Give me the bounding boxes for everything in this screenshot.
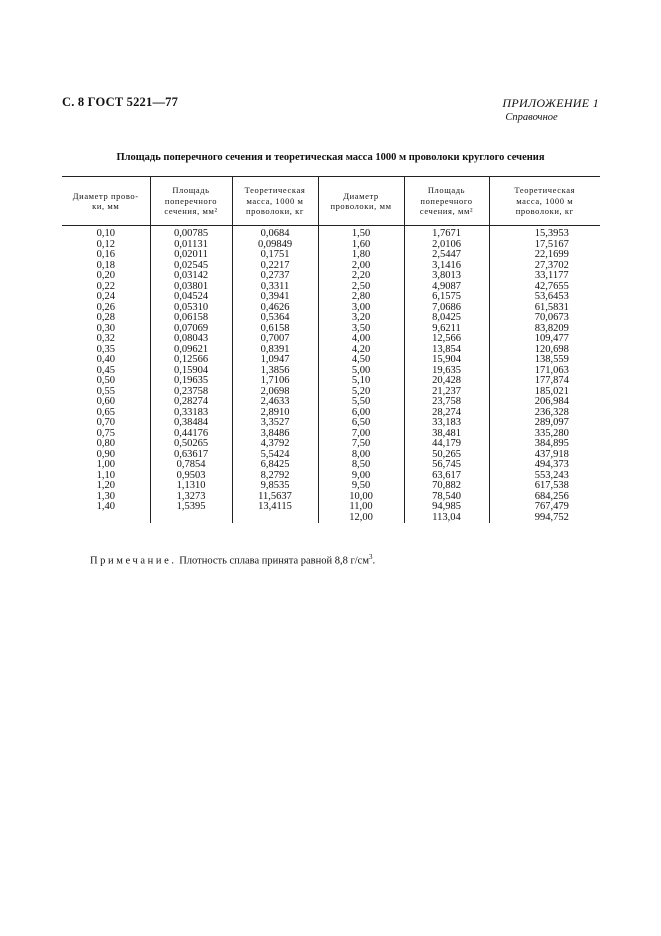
cell-diameter: 1,60 xyxy=(318,240,404,251)
cell-area: 0,7854 xyxy=(150,460,232,471)
table-row xyxy=(62,345,600,356)
cell-area: 0,02545 xyxy=(150,261,232,272)
cell-mass: 9,8535 xyxy=(232,481,318,492)
cell-diameter: 11,00 xyxy=(318,502,404,513)
cell-diameter: 0,24 xyxy=(96,291,115,302)
cell-mass: 83,8209 xyxy=(489,324,600,335)
header-line: масса, 1000 м xyxy=(246,195,304,206)
cell-mass: 120,698 xyxy=(489,345,600,356)
cell-area: 0,50265 xyxy=(150,439,232,450)
cell-diameter: 0,32 xyxy=(96,333,115,344)
cell-diameter: 6,50 xyxy=(318,418,404,429)
table-row xyxy=(62,502,600,513)
cell-diameter: 3,00 xyxy=(318,303,404,314)
cell-area: 0,12566 xyxy=(150,355,232,366)
cell-diameter: 0,28 xyxy=(96,312,115,323)
cell-diameter: 1,20 xyxy=(96,480,115,491)
cell-area: 23,758 xyxy=(404,397,489,408)
cell-area: 0,09621 xyxy=(150,345,232,356)
cell-area: 0,01131 xyxy=(150,240,232,251)
header-line: Теоретическая xyxy=(244,185,306,196)
table-row xyxy=(62,271,600,282)
cell-diameter: 8,50 xyxy=(318,460,404,471)
cell-mass: 617,538 xyxy=(489,481,600,492)
cell-area: 0,33183 xyxy=(150,408,232,419)
cell-area: 9,6211 xyxy=(404,324,489,335)
cell-mass: 0,2737 xyxy=(232,271,318,282)
cell-diameter: 9,00 xyxy=(318,471,404,482)
table-body xyxy=(62,226,600,524)
table-row xyxy=(62,303,600,314)
cell-area: 0,63617 xyxy=(150,450,232,461)
cell-area: 1,1310 xyxy=(150,481,232,492)
cell-mass: 0,5364 xyxy=(232,313,318,324)
table-row xyxy=(62,397,600,408)
cell-diameter: 6,00 xyxy=(318,408,404,419)
table-row xyxy=(62,376,600,387)
cell-mass: 22,1699 xyxy=(489,250,600,261)
table-row xyxy=(62,418,600,429)
cell-mass: 994,752 xyxy=(489,513,600,524)
table-row xyxy=(62,313,600,324)
header-area-2 xyxy=(404,177,489,226)
cell-area: 0,07069 xyxy=(150,324,232,335)
cell-diameter: 0,50 xyxy=(96,375,115,386)
cell-area: 0,03142 xyxy=(150,271,232,282)
header-line: поперечного xyxy=(420,195,473,206)
cell-mass: 1,7106 xyxy=(232,376,318,387)
cell-diameter: 8,00 xyxy=(318,450,404,461)
table-row xyxy=(62,439,600,450)
table-row xyxy=(62,226,600,240)
cell-mass: 0,7007 xyxy=(232,334,318,345)
cell-mass: 2,0698 xyxy=(232,387,318,398)
cell-area: 0,9503 xyxy=(150,471,232,482)
cell-diameter: 0,75 xyxy=(96,427,115,439)
cell-mass: 0,1751 xyxy=(232,250,318,261)
cell-area: 15,904 xyxy=(404,355,489,366)
table-row xyxy=(62,481,600,492)
cell-diameter: 2,80 xyxy=(318,292,404,303)
cell-diameter: 1,40 xyxy=(96,501,115,512)
cell-area: 56,745 xyxy=(404,460,489,471)
table-row xyxy=(62,282,600,293)
cell-mass: 0,2217 xyxy=(232,261,318,272)
cell-diameter: 10,00 xyxy=(318,492,404,503)
cell-diameter xyxy=(62,513,150,524)
cell-mass: 171,063 xyxy=(489,366,600,377)
cell-diameter: 3,20 xyxy=(318,313,404,324)
cell-mass: 2,8910 xyxy=(232,408,318,419)
cell-area: 3,1416 xyxy=(404,261,489,272)
cell-mass: 3,8486 xyxy=(232,429,318,440)
header-line: Диаметр xyxy=(343,190,379,201)
table-row xyxy=(62,250,600,261)
cell-mass: 109,477 xyxy=(489,334,600,345)
cell-diameter: 0,65 xyxy=(96,406,115,418)
cell-area: 50,265 xyxy=(404,450,489,461)
table-row xyxy=(62,334,600,345)
cell-diameter: 4,20 xyxy=(318,345,404,356)
cell-mass: 8,2792 xyxy=(232,471,318,482)
header-line: сечения, мм² xyxy=(419,206,474,217)
cell-diameter: 0,16 xyxy=(96,249,115,260)
cell-diameter: 1,50 xyxy=(318,226,404,240)
table-row xyxy=(62,240,600,251)
cell-mass: 177,874 xyxy=(489,376,600,387)
cell-area: 0,03801 xyxy=(150,282,232,293)
cell-area: 4,9087 xyxy=(404,282,489,293)
cell-area: 0,19635 xyxy=(150,376,232,387)
cell-diameter: 0,45 xyxy=(96,364,115,376)
cell-mass: 0,3311 xyxy=(232,282,318,293)
cell-diameter: 0,30 xyxy=(96,322,115,334)
cell-mass: 61,5831 xyxy=(489,303,600,314)
cell-area: 0,15904 xyxy=(150,366,232,377)
cell-diameter: 4,00 xyxy=(318,334,404,345)
cell-area: 12,566 xyxy=(404,334,489,345)
header-line: Площадь xyxy=(427,185,466,196)
table-row xyxy=(62,429,600,440)
cell-diameter: 0,55 xyxy=(96,385,115,397)
cell-diameter: 5,20 xyxy=(318,387,404,398)
note xyxy=(90,553,375,567)
header-line: поперечного xyxy=(164,195,218,206)
cell-mass: 0,3941 xyxy=(232,292,318,303)
cell-area: 44,179 xyxy=(404,439,489,450)
cell-diameter: 0,90 xyxy=(96,448,115,460)
cell-mass: 1,3856 xyxy=(232,366,318,377)
cell-mass: 0,09849 xyxy=(232,240,318,251)
table-row xyxy=(62,324,600,335)
header-line: Диаметр прово- xyxy=(72,190,139,201)
appendix-label xyxy=(502,96,599,123)
cell-area: 63,617 xyxy=(404,471,489,482)
cell-area: 2,0106 xyxy=(404,240,489,251)
cell-area: 0,00785 xyxy=(150,226,232,240)
appendix-subtitle: Справочное xyxy=(505,112,558,123)
table-row xyxy=(62,387,600,398)
cell-diameter: 7,50 xyxy=(318,439,404,450)
table-row xyxy=(62,355,600,366)
cell-area: 94,985 xyxy=(404,502,489,513)
table-row xyxy=(62,261,600,272)
cell-mass: 5,5424 xyxy=(232,450,318,461)
cell-mass: 767,479 xyxy=(489,502,600,513)
cell-diameter: 0,35 xyxy=(96,343,115,355)
cell-diameter: 12,00 xyxy=(318,513,404,524)
header-line: сечения, мм² xyxy=(164,206,218,217)
cell-diameter: 0,22 xyxy=(96,280,115,292)
cell-mass: 684,256 xyxy=(489,492,600,503)
header-line: масса, 1000 м xyxy=(516,195,574,206)
cell-mass: 335,280 xyxy=(489,429,600,440)
cell-diameter: 0,40 xyxy=(96,354,115,365)
cell-area: 13,854 xyxy=(404,345,489,356)
cell-area: 0,04524 xyxy=(150,292,232,303)
cell-mass: 553,243 xyxy=(489,471,600,482)
cell-mass: 0,6158 xyxy=(232,324,318,335)
cell-mass: 0,0684 xyxy=(232,226,318,240)
cell-area: 7,0686 xyxy=(404,303,489,314)
cell-diameter: 1,30 xyxy=(96,490,115,502)
header-diameter-2 xyxy=(318,177,404,226)
table-header-row xyxy=(62,177,600,226)
cell-mass: 0,4626 xyxy=(232,303,318,314)
cell-diameter: 2,00 xyxy=(318,261,404,272)
cell-area: 70,882 xyxy=(404,481,489,492)
cell-mass: 27,3702 xyxy=(489,261,600,272)
header-mass xyxy=(232,177,318,226)
cell-area: 20,428 xyxy=(404,376,489,387)
cell-area: 6,1575 xyxy=(404,292,489,303)
cell-mass: 13,4115 xyxy=(232,502,318,513)
cell-area: 19,635 xyxy=(404,366,489,377)
cell-diameter: 2,20 xyxy=(318,271,404,282)
note-text: Плотность сплава принята равной 8,8 г/см xyxy=(179,555,369,567)
cell-mass: 0,8391 xyxy=(232,345,318,356)
cell-diameter: 0,70 xyxy=(96,417,115,428)
cell-area: 1,5395 xyxy=(150,502,232,513)
cell-area: 21,237 xyxy=(404,387,489,398)
cell-area: 1,7671 xyxy=(404,226,489,240)
cell-mass xyxy=(232,513,318,524)
cell-diameter: 3,50 xyxy=(318,324,404,335)
table-title: Площадь поперечного сечения и теоретическая масса 1000 м проволоки круглого сечения xyxy=(116,152,545,163)
header-line: Теоретическая xyxy=(514,185,576,196)
cell-area: 3,8013 xyxy=(404,271,489,282)
header-line: ки, мм xyxy=(92,201,120,211)
cell-mass: 6,8425 xyxy=(232,460,318,471)
header-line: проволоки, кг xyxy=(246,206,304,217)
cell-area: 1,3273 xyxy=(150,492,232,503)
cell-diameter: 0,26 xyxy=(96,301,115,313)
cell-diameter: 1,80 xyxy=(318,250,404,261)
cell-diameter: 5,00 xyxy=(318,366,404,377)
cell-mass: 206,984 xyxy=(489,397,600,408)
cell-diameter: 4,50 xyxy=(318,355,404,366)
table-row xyxy=(62,366,600,377)
cell-area: 28,274 xyxy=(404,408,489,419)
cell-mass: 185,021 xyxy=(489,387,600,398)
note-superscript: 3 xyxy=(369,553,373,561)
cell-area: 33,183 xyxy=(404,418,489,429)
wire-data-table xyxy=(62,176,600,523)
header-line: проволоки, кг xyxy=(515,206,574,217)
cell-area: 0,44176 xyxy=(150,429,232,440)
cell-area: 0,02011 xyxy=(150,250,232,261)
cell-area: 0,06158 xyxy=(150,313,232,324)
header-line: проволоки, мм xyxy=(330,201,392,211)
cell-mass: 42,7655 xyxy=(489,282,600,293)
cell-area: 0,05310 xyxy=(150,303,232,314)
table-row xyxy=(62,513,600,524)
cell-diameter: 0,10 xyxy=(96,228,115,239)
cell-area: 0,08043 xyxy=(150,334,232,345)
cell-mass: 138,559 xyxy=(489,355,600,366)
cell-diameter: 2,50 xyxy=(318,282,404,293)
table-row xyxy=(62,492,600,503)
cell-mass: 70,0673 xyxy=(489,313,600,324)
cell-mass: 11,5637 xyxy=(232,492,318,503)
cell-mass: 236,328 xyxy=(489,408,600,419)
cell-area: 78,540 xyxy=(404,492,489,503)
cell-mass: 17,5167 xyxy=(489,240,600,251)
cell-mass: 4,3792 xyxy=(232,439,318,450)
cell-area: 8,0425 xyxy=(404,313,489,324)
cell-diameter: 5,10 xyxy=(318,376,404,387)
cell-diameter: 0,18 xyxy=(96,259,115,271)
table-row xyxy=(62,460,600,471)
table-row xyxy=(62,292,600,303)
cell-mass: 494,373 xyxy=(489,460,600,471)
cell-mass: 384,895 xyxy=(489,439,600,450)
note-end: . xyxy=(372,555,376,567)
cell-diameter: 0,80 xyxy=(96,438,115,449)
note-label: Примечание. xyxy=(90,555,177,567)
table-row xyxy=(62,408,600,419)
cell-mass: 3,3527 xyxy=(232,418,318,429)
cell-mass: 1,0947 xyxy=(232,355,318,366)
cell-area: 2,5447 xyxy=(404,250,489,261)
cell-diameter: 0,20 xyxy=(96,270,115,281)
cell-mass: 15,3953 xyxy=(489,226,600,240)
header-mass-2 xyxy=(489,177,600,226)
cell-diameter: 9,50 xyxy=(318,481,404,492)
cell-mass: 437,918 xyxy=(489,450,600,461)
header-area xyxy=(150,177,232,226)
cell-diameter: 0,60 xyxy=(96,396,115,407)
cell-area: 113,04 xyxy=(404,513,489,524)
cell-diameter: 5,50 xyxy=(318,397,404,408)
cell-area: 0,38484 xyxy=(150,418,232,429)
cell-area: 0,28274 xyxy=(150,397,232,408)
header-diameter xyxy=(62,177,150,226)
cell-area: 38,481 xyxy=(404,429,489,440)
cell-area xyxy=(150,513,232,524)
cell-mass: 2,4633 xyxy=(232,397,318,408)
appendix-title: ПРИЛОЖЕНИЕ 1 xyxy=(502,96,599,110)
cell-diameter: 0,12 xyxy=(96,238,115,250)
cell-diameter: 7,00 xyxy=(318,429,404,440)
page-header: С. 8 ГОСТ 5221—77 xyxy=(62,95,179,109)
table-row xyxy=(62,471,600,482)
cell-mass: 33,1177 xyxy=(489,271,600,282)
table-row xyxy=(62,450,600,461)
header-line: Площадь xyxy=(172,185,210,196)
cell-diameter: 1,00 xyxy=(96,459,115,470)
cell-area: 0,23758 xyxy=(150,387,232,398)
cell-mass: 53,6453 xyxy=(489,292,600,303)
cell-mass: 289,097 xyxy=(489,418,600,429)
cell-diameter: 1,10 xyxy=(96,469,115,481)
